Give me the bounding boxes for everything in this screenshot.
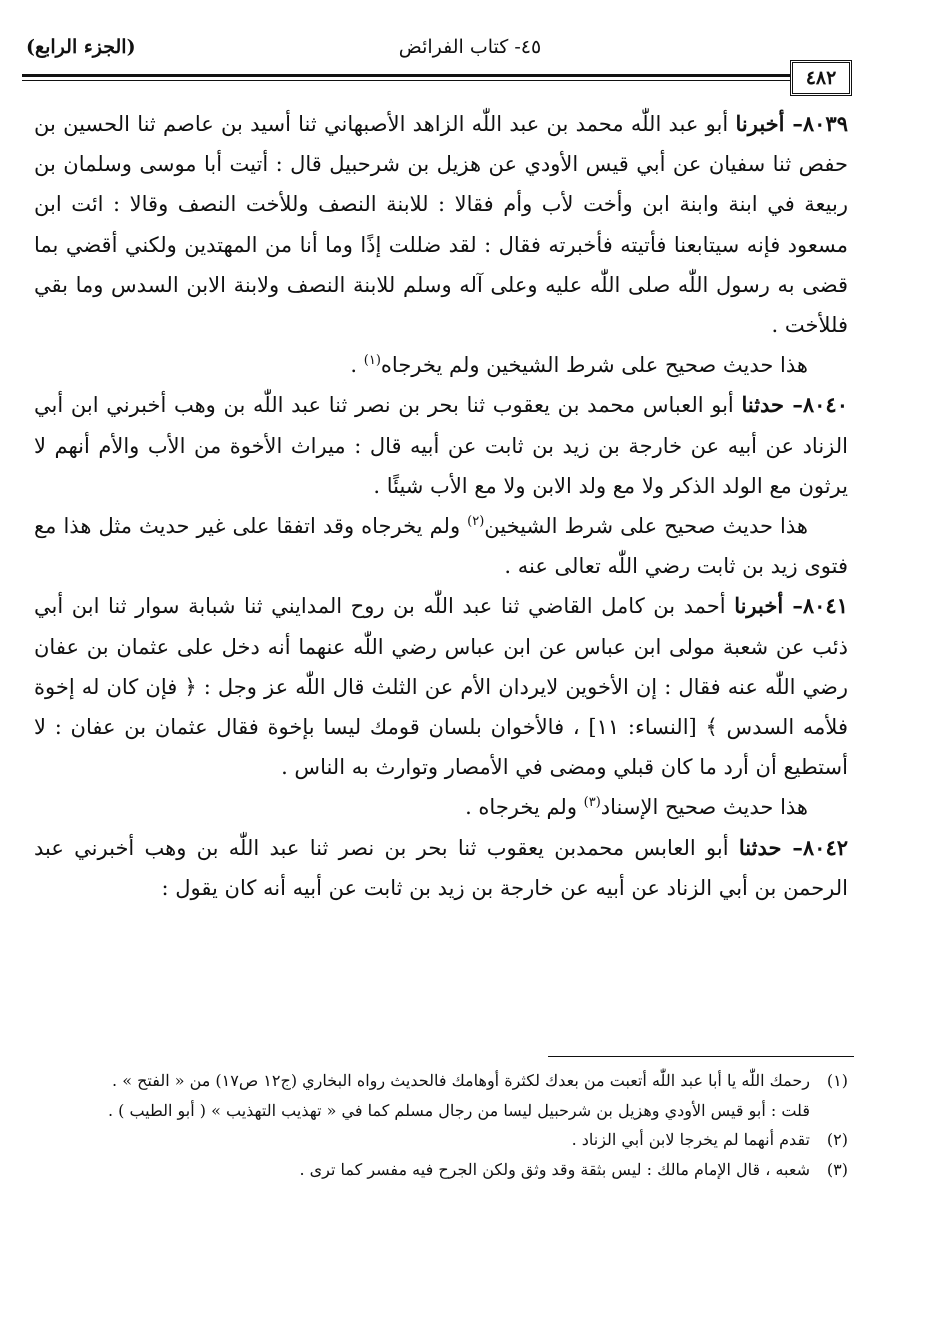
hadith-text: أبو العابس محمدبن يعقوب ثنا بحر بن نصر ثنا عبد اللّٰه بن وهب أخبرني عبد الرحمن بن أبي الزناد عن أبيه عن خارجة بن زيد بن ثابت عن أبيه أنه كان يقول : xyxy=(34,835,848,900)
narration-keyword: حدثنا xyxy=(741,392,785,418)
footnote-text: رحمك اللّٰه يا أبا عبد اللّٰه أتعبت من بعدك لكثرة أوهامك فالحديث رواه البخاري (ج١٢ ص١٧) من « الفتح » . xyxy=(112,1071,810,1090)
footnote-item xyxy=(34,1096,848,1126)
grading-paragraph xyxy=(34,345,848,385)
main-text xyxy=(34,104,848,908)
footnote-text: شعبه ، قال الإمام مالك : ليس بثقة وقد وثق ولكن الجرح فيه مفسر كما ترى . xyxy=(299,1159,810,1179)
hadith-number: ٨٠٣٩ xyxy=(802,111,848,136)
hadith-number: ٨٠٤٢ xyxy=(802,834,849,860)
page-number: ٤٨٢ xyxy=(790,60,852,96)
grading-text: هذا حديث صحيح الإسناد xyxy=(600,795,808,820)
header-rule xyxy=(22,74,822,77)
hadith-paragraph: ٨٠٤٢– حدثنا أبو العابس محمدبن يعقوب ثنا بحر بن نصر ثنا عبد اللّٰه بن وهب أخبرني عبد الرحمن بن أبي الزناد عن أبيه عن خارجة بن زيد بن ثابت عن أبيه أنه كان يقول : xyxy=(34,834,849,900)
narration-keyword: حدثنا xyxy=(738,834,782,860)
running-header xyxy=(22,36,918,66)
footnote-item xyxy=(34,1066,848,1096)
footnote-ref: (١) xyxy=(363,353,381,369)
hadith-text: أحمد بن كامل القاضي ثنا عبد اللّٰه بن روح المدايني ثنا شبابة سوار ثنا ابن أبي ذئب عن شعبة مولى ابن عباس عن ابن عباس رضي اللّٰه عنهما أنه دخل على عثمان بن عفان رضي اللّٰه عنه فقال : إن الأخوين لايردان الأم عن الثلث قال اللّٰه عز وجل : ﴿ فإن كان له إخوة فلأمه السدس ﴾ [النساء: ١١] ، فالأخوان بلسان قومك ليسا بإخوة فقال عثمان بن عفان : لا أستطيع أن أرد ما كان قبلي ومضى في الأمصار وتوارث به الناس . xyxy=(34,594,848,780)
narration-keyword: أخبرنا xyxy=(734,593,784,619)
header-rule-thin xyxy=(22,80,822,81)
hadith-text: أبو عبد اللّٰه محمد بن عبد اللّٰه الزاهد الأصبهاني ثنا أسيد بن عاصم ثنا الحسين بن حفص ثنا سفيان عن أبي قيس الأودي عن هزيل بن شرحبيل قال : أتيت أبا موسى وسلمان بن ربيعة في ابنة وابنة ابن وأخت لأب وأم فقالا : للابنة النصف وللأخت النصف وقالا : ائت ابن مسعود فإنه سيتابعنا فأتيته فأخبرته فقال : لقد ضللت إذًا وما أنا من المهتدين ولكني أقضي بما قضى به رسول اللّٰه صلى اللّٰه عليه وعلى آله وسلم للابنة النصف ولابنة الابن السدس وما بقي فللأخت . xyxy=(34,112,848,338)
footnote-text: تقدم أنهما لم يخرجا لابن أبي الزناد . xyxy=(571,1130,810,1149)
hadith-paragraph: ٨٠٣٩– أخبرنا أبو عبد اللّٰه محمد بن عبد اللّٰه الزاهد الأصبهاني ثنا أسيد بن عاصم ثنا الحسين بن حفص ثنا سفيان عن أبي قيس الأودي عن هزيل بن شرحبيل قال : أتيت أبا موسى وسلمان بن ربيعة في ابنة وابنة ابن وأخت لأب وأم فقالا : للابنة النصف وللأخت النصف وقالا : ائت ابن مسعود فإنه سيتابعنا فأتيته فأخبرته فقال : لقد ضللت إذًا وما أنا من المهتدين ولكني أقضي بما قضى به رسول اللّٰه صلى اللّٰه عليه وعلى آله وسلم للابنة النصف ولابنة الابن السدس وما بقي فللأخت . xyxy=(34,111,848,338)
footnote-ref: (٢) xyxy=(467,514,485,530)
footnote-separator xyxy=(548,1056,854,1057)
grading-paragraph xyxy=(34,787,848,827)
footnote-item xyxy=(34,1155,848,1185)
grading-tail: ولم يخرجاه . xyxy=(465,795,584,820)
hadith-number: ٨٠٤١ xyxy=(802,593,848,619)
grading-paragraph xyxy=(34,506,848,586)
footnote-mark: (٢) xyxy=(826,1130,848,1149)
grading-tail: ولم يخرجاه وقد اتفقا على غير حديث مثل هذا مع فتوى زيد بن ثابت رضي اللّٰه تعالى عنه . xyxy=(34,514,848,579)
grading-tail: . xyxy=(350,353,364,378)
footnote-mark: (٣) xyxy=(826,1159,848,1179)
hadith-text: أبو العباس محمد بن يعقوب ثنا بحر بن نصر ثنا عبد اللّٰه بن وهب أخبرني ابن أبي الزناد عن أبيه عن خارجة بن زيد بن ثابت عن أبيه قال : ميراث الأخوة من الأب والأم أنهم لا يرثون مع الولد الذكر ولا مع ولد الابن ولا مع الأب شيئًا . xyxy=(34,393,848,498)
hadith-paragraph: ٨٠٤١– أخبرنا أحمد بن كامل القاضي ثنا عبد اللّٰه بن روح المدايني ثنا شبابة سوار ثنا ابن أبي ذئب عن شعبة مولى ابن عباس عن ابن عباس رضي اللّٰه عنهما أنه دخل على عثمان بن عفان رضي اللّٰه عنه فقال : إن الأخوين لايردان الأم عن الثلث قال اللّٰه عز وجل : ﴿ فإن كان له إخوة فلأمه السدس ﴾ [النساء: ١١] ، فالأخوان بلسان قومك ليسا بإخوة فقال عثمان بن عفان : لا أستطيع أن أرد ما كان قبلي ومضى في الأمصار وتوارث به الناس . xyxy=(34,593,848,780)
book-title: ٤٥- كتاب الفرائض xyxy=(398,36,542,58)
grading-text: هذا حديث صحيح على شرط الشيخين xyxy=(484,514,808,539)
hadith-number: ٨٠٤٠ xyxy=(802,392,848,418)
footnote-item xyxy=(34,1125,848,1155)
footnotes xyxy=(34,1066,848,1184)
narration-keyword: أخبرنا xyxy=(735,111,785,136)
volume-label: (الجزء الرابع) xyxy=(26,36,136,58)
footnote-text: قلت : أبو قيس الأودي وهزيل بن شرحبيل ليسا من رجال مسلم كما في « تهذيب التهذيب » ( أبو الطيب ) . xyxy=(107,1100,810,1120)
footnote-mark: (١) xyxy=(826,1071,848,1090)
hadith-paragraph: ٨٠٤٠– حدثنا أبو العباس محمد بن يعقوب ثنا بحر بن نصر ثنا عبد اللّٰه بن وهب أخبرني ابن أبي الزناد عن أبيه عن خارجة بن زيد بن ثابت عن أبيه قال : ميراث الأخوة من الأب والأم أنهم لا يرثون مع الولد الذكر ولا مع ولد الابن ولا مع الأب شيئًا . xyxy=(34,392,848,498)
footnote-ref: (٣) xyxy=(583,795,601,811)
grading-text: هذا حديث صحيح على شرط الشيخين ولم يخرجاه xyxy=(380,353,808,378)
